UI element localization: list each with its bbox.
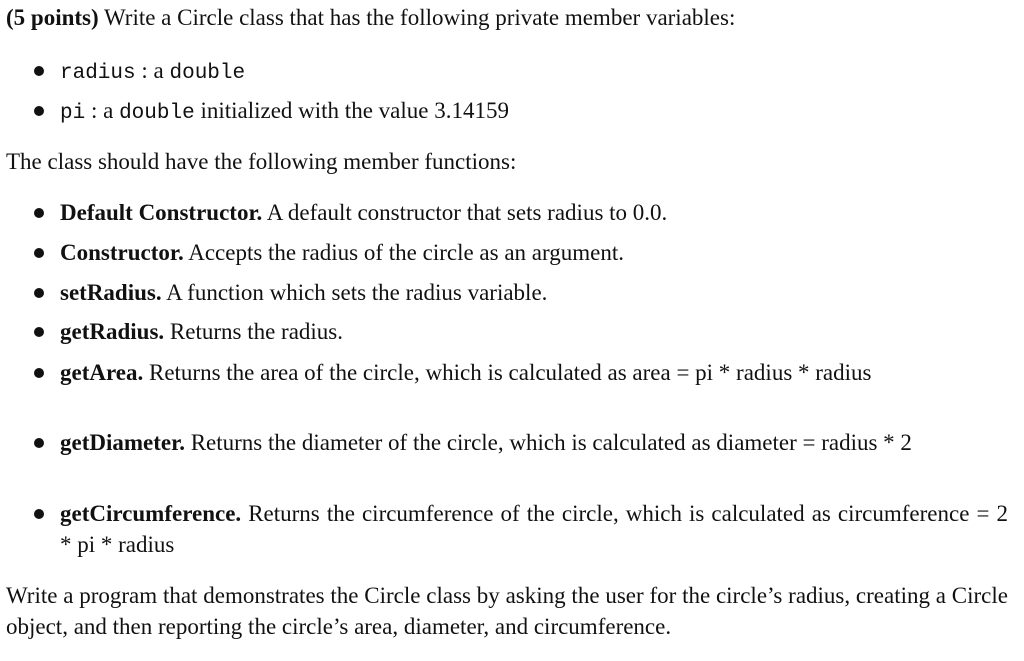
variable-item-radius [60, 57, 245, 88]
function-item-default-constructor [60, 197, 1008, 228]
variable-name: pi [60, 102, 86, 125]
variable-sep: : a [85, 98, 120, 123]
points-label: (5 points) [6, 5, 99, 30]
intro-text: Write a Circle class that has the following private member variables: [98, 5, 736, 30]
variable-item-pi [60, 97, 509, 128]
function-desc: Accepts the radius of the circle as an argument. [183, 240, 624, 265]
bullet-icon [34, 288, 44, 298]
function-desc: Returns the diameter of the circle, which is calculated as diameter = radius * 2 [184, 430, 912, 455]
bullet-icon [34, 327, 44, 337]
variable-name: radius [60, 62, 136, 85]
bullet-icon [34, 66, 44, 76]
variable-rest: initialized with the value 3.14159 [194, 98, 509, 123]
function-item-getarea [60, 357, 1008, 388]
function-name: getArea. [60, 360, 144, 385]
function-desc: Returns the area of the circle, which is calculated as area = pi * radius * radius [143, 360, 872, 385]
function-item-setradius [60, 277, 1008, 308]
function-item-getradius [60, 316, 1008, 347]
variable-sep: : a [135, 58, 170, 83]
bullet-icon [34, 368, 44, 378]
function-name: setRadius. [60, 280, 162, 305]
function-name: Constructor. [60, 240, 184, 265]
bullet-icon [34, 509, 44, 519]
function-item-getdiameter [60, 427, 1008, 458]
functions-intro: The class should have the following member functions: [6, 149, 517, 174]
function-name: getDiameter. [60, 430, 185, 455]
function-name: getRadius. [60, 319, 165, 344]
bullet-icon [34, 248, 44, 258]
bullet-icon [34, 208, 44, 218]
variable-type: double [169, 62, 246, 85]
function-item-constructor [60, 237, 1008, 268]
function-desc: Returns the radius. [164, 319, 344, 344]
function-desc: A default constructor that sets radius to 0.0. [262, 200, 668, 225]
variable-type: double [119, 102, 195, 125]
bullet-icon [34, 438, 44, 448]
closing-paragraph: Write a program that demonstrates the Circle class by asking the user for the circle’s radius, creating a Circle object, and then reporting the circle’s area, diameter, and circumference. [6, 583, 1008, 639]
bullet-icon [34, 106, 44, 116]
function-item-getcircumference [60, 498, 1008, 560]
function-name: Default Constructor. [60, 200, 263, 225]
function-desc: A function which sets the radius variable. [161, 280, 548, 305]
function-name: getCircumference. [60, 501, 242, 526]
assignment-intro [6, 4, 735, 32]
function-desc: Returns the circumference of the circle, which is calculated as circumference = 2 * pi * radius [60, 501, 1008, 557]
